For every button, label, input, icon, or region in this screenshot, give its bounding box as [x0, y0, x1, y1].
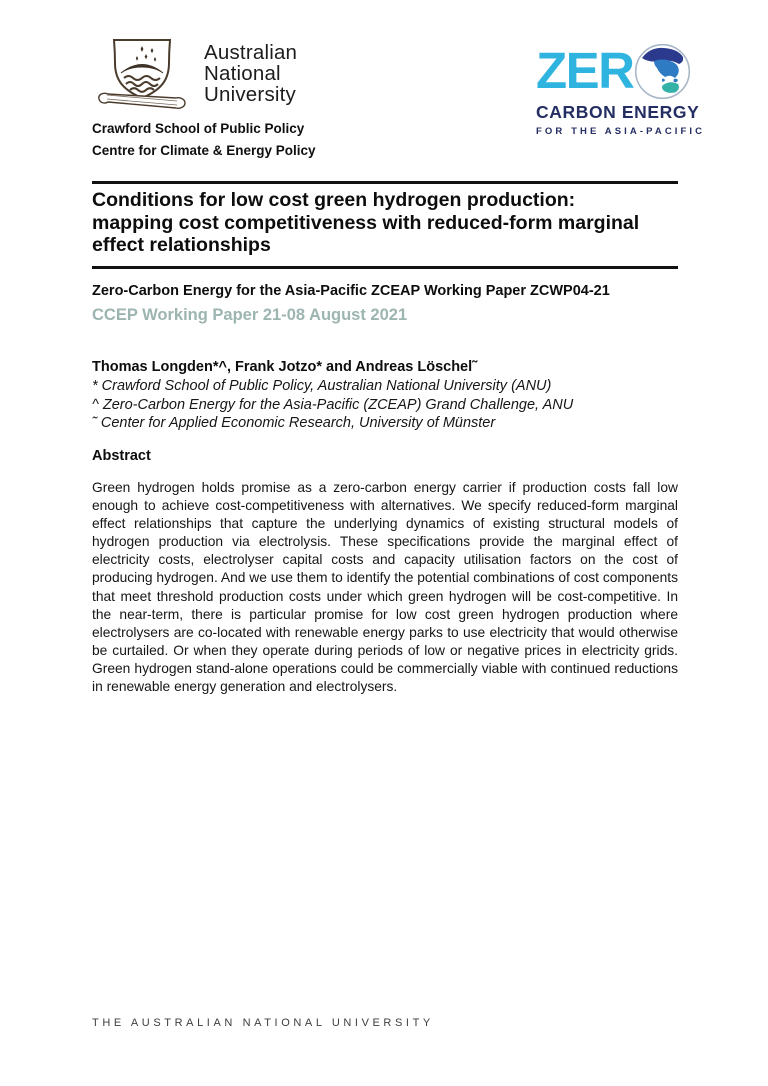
title-line-1: Conditions for low cost green hydrogen production:: [92, 189, 576, 211]
ccep-working-paper-line: CCEP Working Paper 21-08 August 2021: [92, 306, 408, 324]
abstract-body: Green hydrogen holds promise as a zero-carbon energy carrier if production costs fall low enough to achieve cost-competitiveness with alternatives. We specify reduced-form marginal effect relationships that capture the underlying dynamics of existing structural models of hydrogen production via electrolysis. These specifications provide the marginal effect of electricity costs, electrolyser capital costs and capacity utilisation factors on the cost of producing hydrogen. And we use them to identify the potential combinations of cost components that meet threshold production costs under which green hydrogen will be cost-competitive. In the near-term, there is particular promise for low cost green hydrogen production where electrolysers are co-located with renewable energy parks to use electricity that would otherwise be curtailed. Or when they operate during periods of low or negative prices in electricity grids. Green hydrogen stand-alone operations could be commercially viable with continued reductions in renewable energy generation and electrolysers.: [92, 480, 678, 695]
asia-pacific-text: FOR THE ASIA-PACIFIC: [536, 126, 706, 137]
anu-logo: [94, 36, 297, 116]
anu-wordmark-line1: Australian: [204, 41, 298, 64]
title-line-3: effect relationships: [92, 234, 271, 256]
title-block: [92, 181, 678, 269]
series-line: Zero-Carbon Energy for the Asia-Pacific ZCEAP Working Paper ZCWP04-21: [92, 283, 610, 299]
abstract-heading: Abstract: [92, 448, 151, 464]
footer-text: THE AUSTRALIAN NATIONAL UNIVERSITY: [92, 1017, 434, 1029]
affiliation-1: * Crawford School of Public Policy, Australian National University (ANU): [92, 378, 552, 394]
zceap-logo: [536, 42, 712, 137]
anu-wordmark-line3: University: [204, 83, 296, 106]
department-block: [92, 118, 316, 161]
school-name: Crawford School of Public Policy: [92, 121, 305, 136]
globe-icon: [634, 43, 691, 100]
anu-crest-icon: [94, 36, 190, 116]
authors-block: [92, 357, 678, 433]
title-line-2: mapping cost competitiveness with reduced-form marginal: [92, 211, 640, 234]
authors-line: Thomas Longden*^, Frank Jotzo* and Andreas Löschel˜: [92, 359, 477, 375]
anu-wordmark-line2: National: [204, 62, 281, 85]
carbon-energy-text: CARBON ENERGY: [536, 102, 700, 122]
affiliation-2: ^ Zero-Carbon Energy for the Asia-Pacific (ZCEAP) Grand Challenge, ANU: [92, 396, 574, 413]
affiliation-3: ˜ Center for Applied Economic Research, University of Münster: [92, 415, 496, 431]
zer-wordmark: ZER: [536, 41, 634, 99]
anu-wordmark: [204, 42, 297, 105]
zceap-logo-top: [536, 42, 712, 100]
centre-name: Centre for Climate & Energy Policy: [92, 142, 316, 158]
